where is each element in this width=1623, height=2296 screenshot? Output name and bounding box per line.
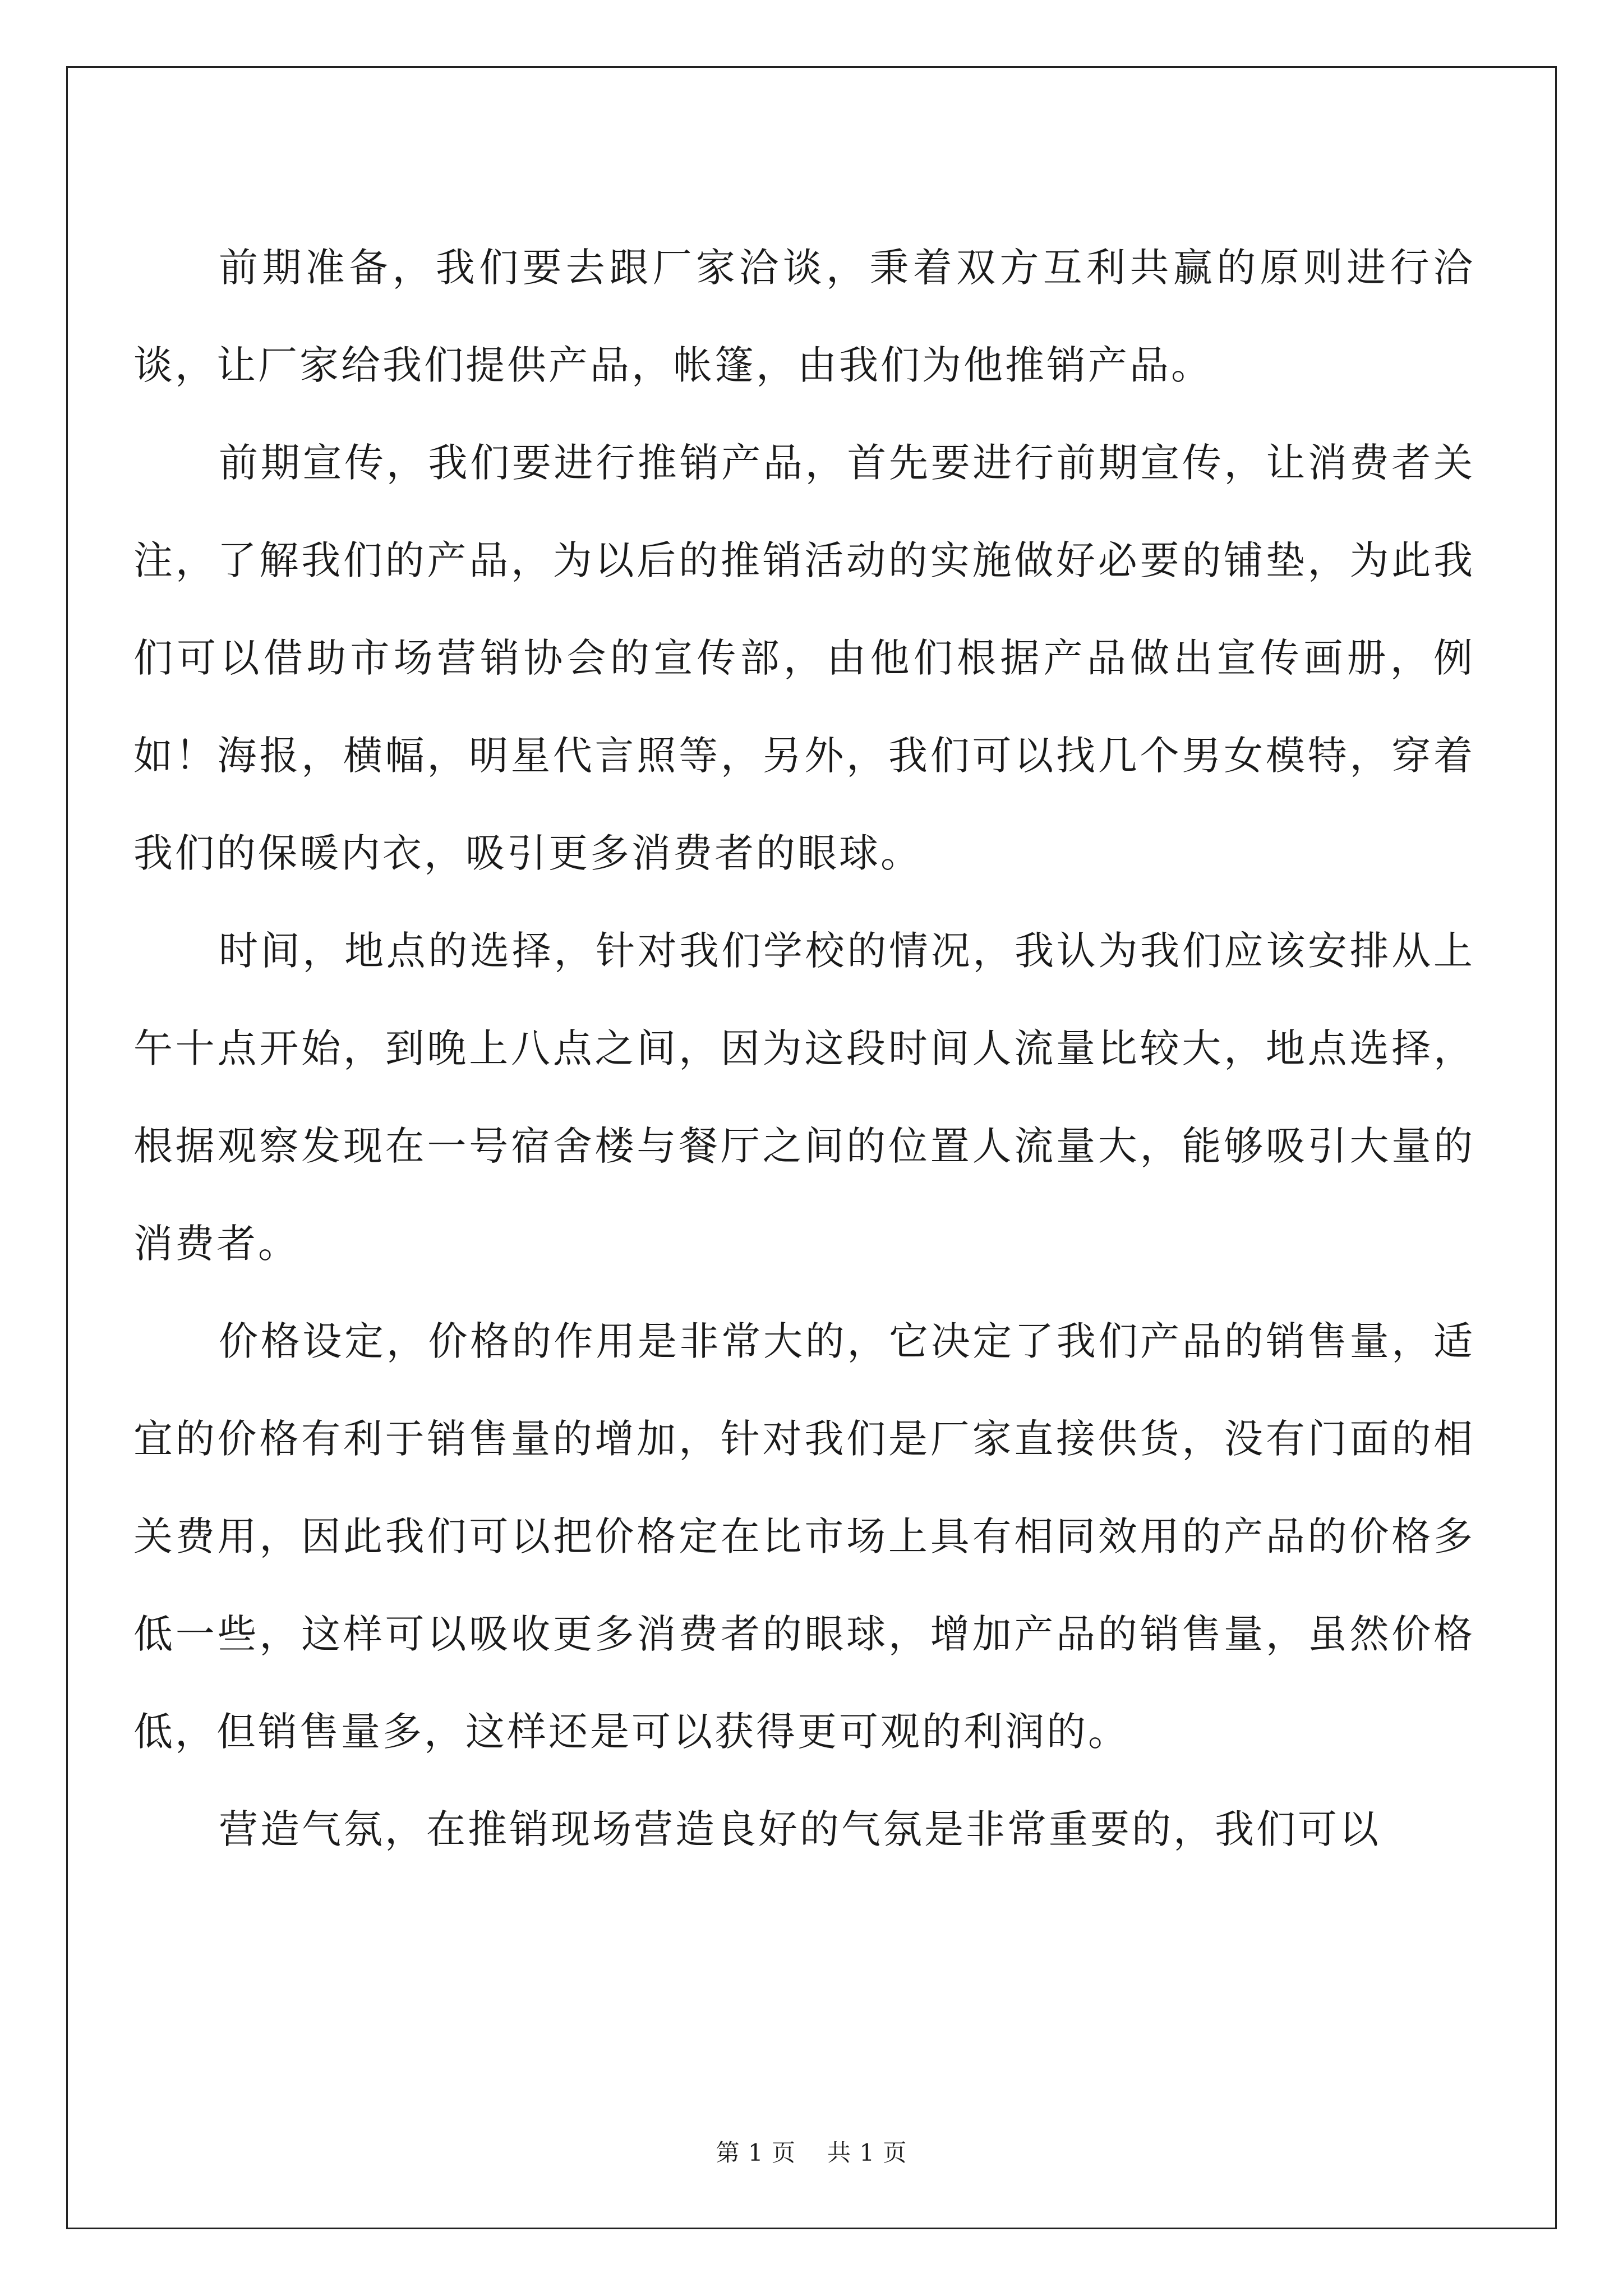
paragraph-promotion: 前期宣传，我们要进行推销产品，首先要进行前期宣传，让消费者关注，了解我们的产品，为以后的推销活动的实施做好必要的铺垫，为此我们可以借助市场营销协会的宣传部，由他们根据产品做出宣传画册，例如！海报，横幅，明星代言照等，另外，我们可以找几个男女模特，穿着我们的保暖内衣，吸引更多消费者的眼球。 <box>133 440 1475 876</box>
paragraph-pricing: 价格设定，价格的作用是非常大的，它决定了我们产品的销售量，适宜的价格有利于销售量的增加，针对我们是厂家直接供货，没有门面的相关费用，因此我们可以把价格定在比市场上具有相同效用的产品的价格多低一些，这样可以吸收更多消费者的眼球，增加产品的销售量，虽然价格低，但销售量多，这样还是可以获得更可观的利润的。 <box>133 1318 1475 1755</box>
page-number: 第 1 页 <box>716 2139 796 2166</box>
document-body <box>133 219 1475 1878</box>
paragraph-atmosphere: 营造气氛，在推销现场营造良好的气氛是非常重要的，我们可以 <box>219 1806 1381 1852</box>
paragraph-time-location: 时间，地点的选择，针对我们学校的情况，我认为我们应该安排从上午十点开始，到晚上八点之间，因为这段时间人流量比较大，地点选择，根据观察发现在一号宿舍楼与餐厅之间的位置人流量大，能够吸引大量的消费者。 <box>133 928 1475 1267</box>
paragraph-preparation: 前期准备，我们要去跟厂家洽谈，秉着双方互利共赢的原则进行洽谈，让厂家给我们提供产品，帐篷，由我们为他推销产品。 <box>133 245 1475 388</box>
page-total: 共 1 页 <box>827 2139 907 2166</box>
page-footer <box>0 2136 1623 2170</box>
